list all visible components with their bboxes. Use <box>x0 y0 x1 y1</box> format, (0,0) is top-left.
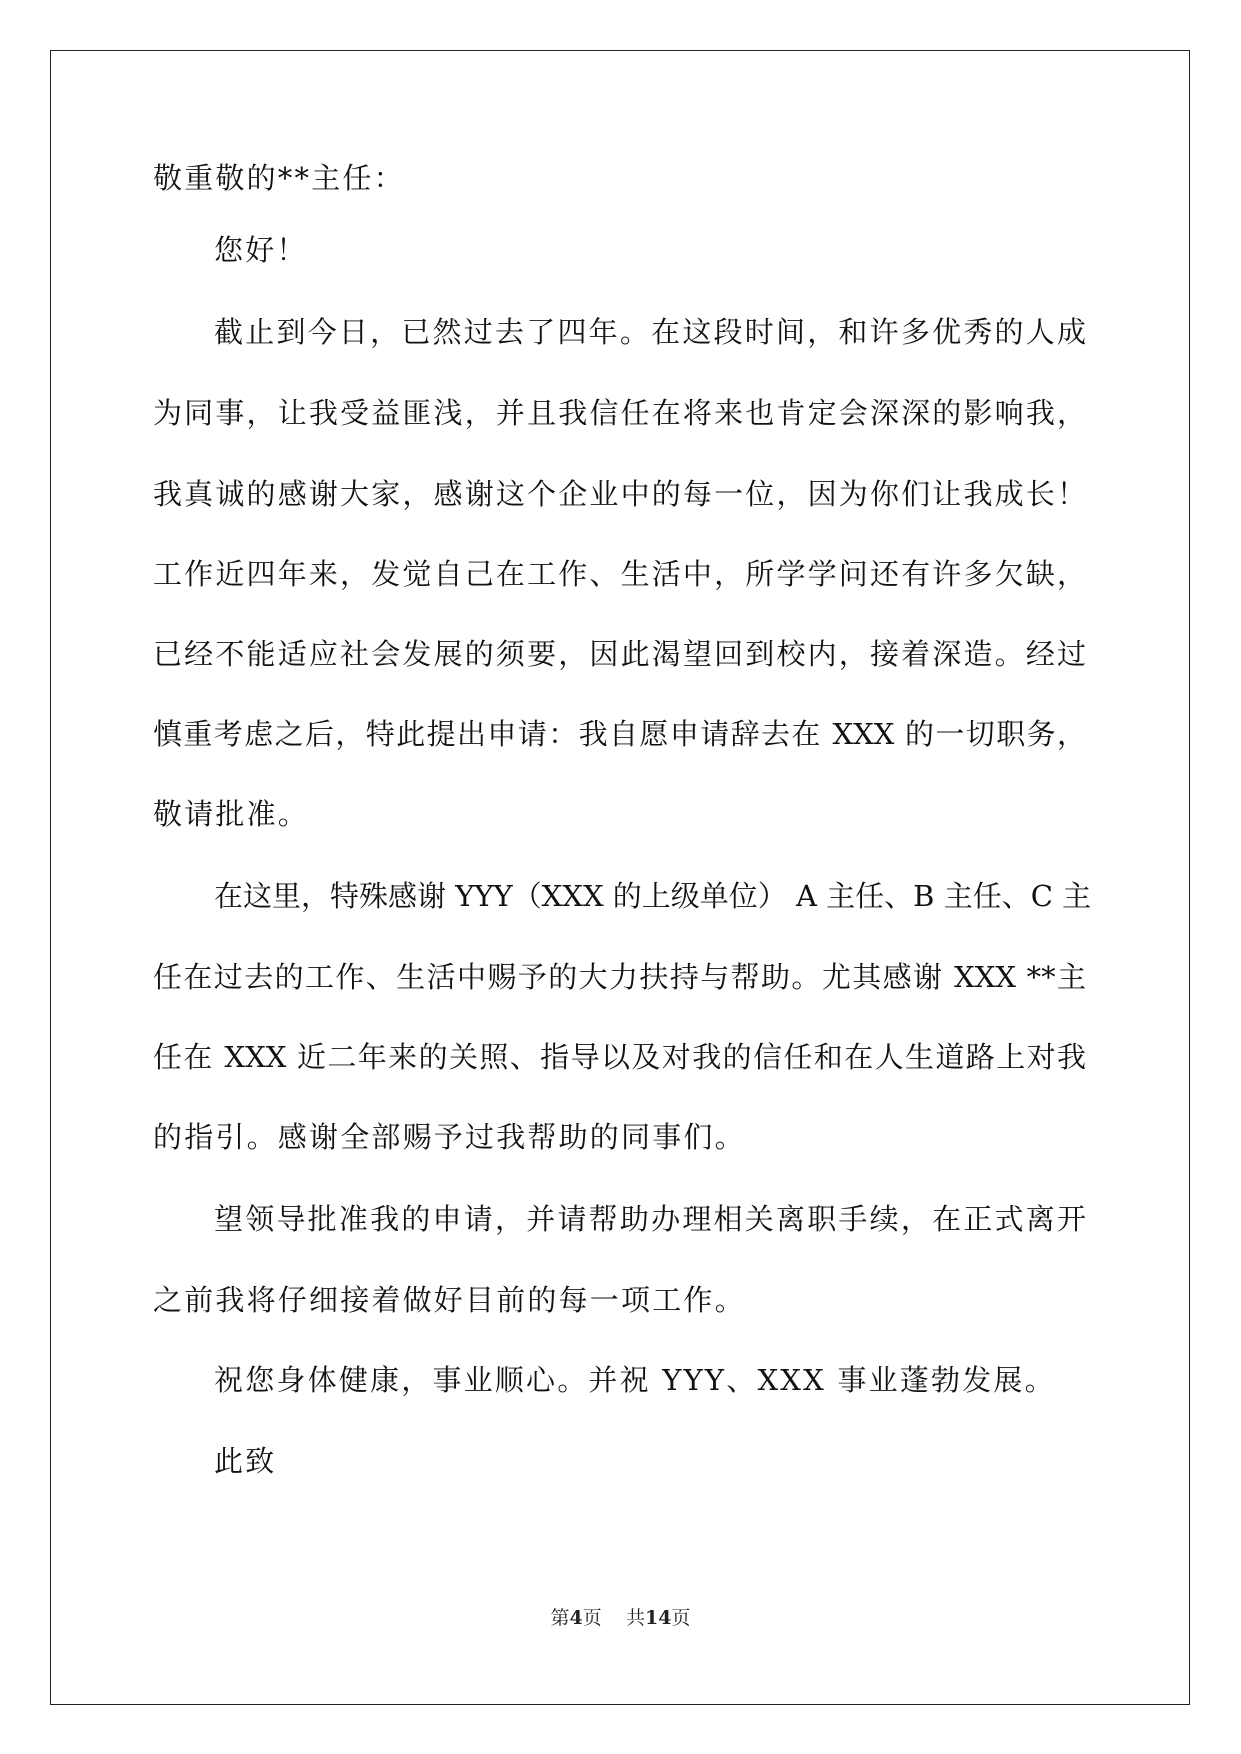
paragraph-2-line-2: 任在过去的工作、生活中赐予的大力扶持与帮助。尤其感谢 XXX **主 <box>153 960 1086 994</box>
paragraph-2-line-3: 任在 XXX 近二年来的关照、指导以及对我的信任和在人生道路上对我 <box>153 1040 1086 1074</box>
page-footer <box>0 1606 1241 1630</box>
paragraph-1-line-2: 为同事，让我受益匪浅，并且我信任在将来也肯定会深深的影响我， <box>153 396 1086 430</box>
total-prefix: 共 <box>625 1607 645 1629</box>
closing-line: 此致 <box>214 1444 277 1478</box>
wishes-line: 祝您身体健康，事业顺心。并祝 YYY、XXX 事业蓬勃发展。 <box>214 1363 1056 1397</box>
paragraph-1-line-5: 已经不能适应社会发展的须要，因此渴望回到校内，接着深造。经过 <box>153 637 1086 671</box>
total-pages: 14 <box>644 1607 672 1629</box>
page-prefix: 第 <box>550 1607 570 1629</box>
paragraph-3-line-2: 之前我将仔细接着做好目前的每一项工作。 <box>153 1283 746 1317</box>
paragraph-1-line-6: 慎重考虑之后，特此提出申请：我自愿申请辞去在 XXX 的一切职务， <box>153 717 1086 751</box>
salutation: 敬重敬的**主任： <box>153 161 405 195</box>
paragraph-1-line-7: 敬请批准。 <box>153 797 310 831</box>
paragraph-2-line-1: 在这里，特殊感谢 YYY（XXX 的上级单位） A 主任、B 主任、C 主 <box>214 879 1092 913</box>
greeting: 您好！ <box>214 233 308 267</box>
paragraph-1-line-1: 截止到今日，已然过去了四年。在这段时间，和许多优秀的人成 <box>214 315 1086 349</box>
paragraph-2-line-4: 的指引。感谢全部赐予过我帮助的同事们。 <box>153 1120 746 1154</box>
page-suffix: 页 <box>582 1607 602 1629</box>
page-number: 4 <box>569 1607 583 1629</box>
paragraph-1-line-3: 我真诚的感谢大家，感谢这个企业中的每一位，因为你们让我成长！ <box>153 477 1086 511</box>
total-suffix: 页 <box>671 1607 691 1629</box>
paragraph-3-line-1: 望领导批准我的申请，并请帮助办理相关离职手续，在正式离开 <box>214 1202 1086 1236</box>
paragraph-1-line-4: 工作近四年来，发觉自己在工作、生活中，所学学问还有许多欠缺， <box>153 557 1086 591</box>
